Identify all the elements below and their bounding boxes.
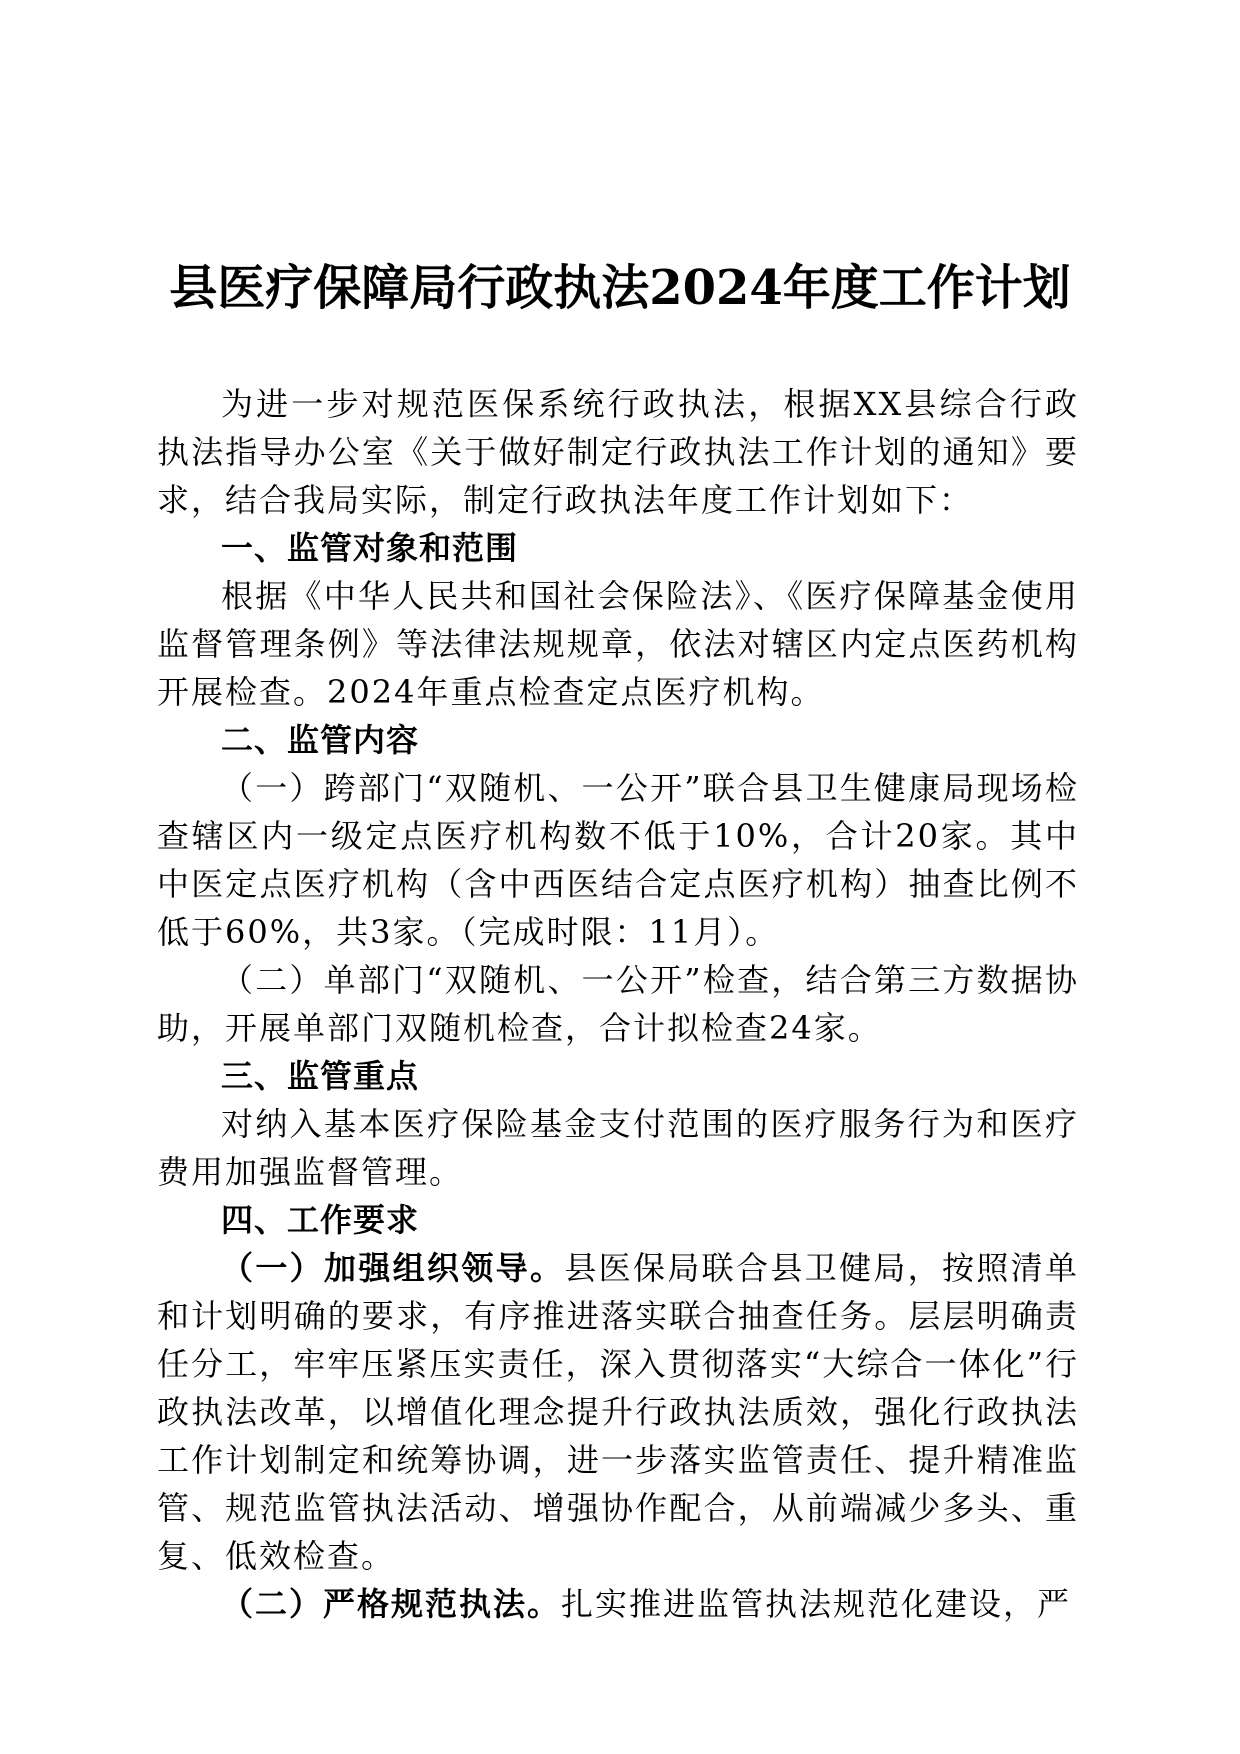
section-4-item-1-lead: （一）加强组织领导。: [221, 1249, 565, 1287]
section-3-heading: 三、监管重点: [221, 1057, 420, 1095]
section-1-heading: 一、监管对象和范围: [221, 529, 519, 567]
section-4-item-2-lead: （二）严格规范执法。: [221, 1585, 562, 1623]
document-body: [157, 380, 1079, 1628]
section-4-item-2: [157, 1580, 1079, 1628]
section-4-item-1: [157, 1244, 1079, 1580]
section-1-text: 根据《中华人民共和国社会保险法》、《医疗保障基金使用监督管理条例》等法律法规规章，依法对辖区内定点医药机构开展检查。2024年重点检查定点医疗机构。: [157, 577, 1079, 711]
section-2-item-1: （一）跨部门“双随机、一公开”联合县卫生健康局现场检查辖区内一级定点医疗机构数不低于10%，合计20家。其中中医定点医疗机构（含中西医结合定点医疗机构）抽查比例不低于60%，共3家。（完成时限：11月）。: [157, 769, 1079, 951]
section-2-heading: 二、监管内容: [221, 721, 420, 759]
section-2-item-2: （二）单部门“双随机、一公开”检查，结合第三方数据协助，开展单部门双随机检查，合计拟检查24家。: [157, 961, 1079, 1047]
section-4-item-2-text: 扎实推进监管执法规范化建设，严: [561, 1585, 1072, 1623]
section-3-text: 对纳入基本医疗保险基金支付范围的医疗服务行为和医疗费用加强监督管理。: [157, 1105, 1079, 1191]
section-4-item-1-text: 县医保局联合县卫健局，按照清单和计划明确的要求，有序推进落实联合抽查任务。层层明确责任分工，牢牢压紧压实责任，深入贯彻落实“大综合一体化”行政执法改革，以增值化理念提升行政执法质效，强化行政执法工作计划制定和统筹协调，进一步落实监管责任、提升精准监管、规范监管执法活动、增强协作配合，从前端减少多头、重复、低效检查。: [157, 1249, 1079, 1575]
intro-paragraph: 为进一步对规范医保系统行政执法，根据XX县综合行政执法指导办公室《关于做好制定行政执法工作计划的通知》要求，结合我局实际，制定行政执法年度工作计划如下：: [157, 385, 1079, 519]
document-title: 县医疗保障局行政执法2024年度工作计划: [169, 260, 1071, 316]
section-4-heading: 四、工作要求: [221, 1201, 420, 1239]
